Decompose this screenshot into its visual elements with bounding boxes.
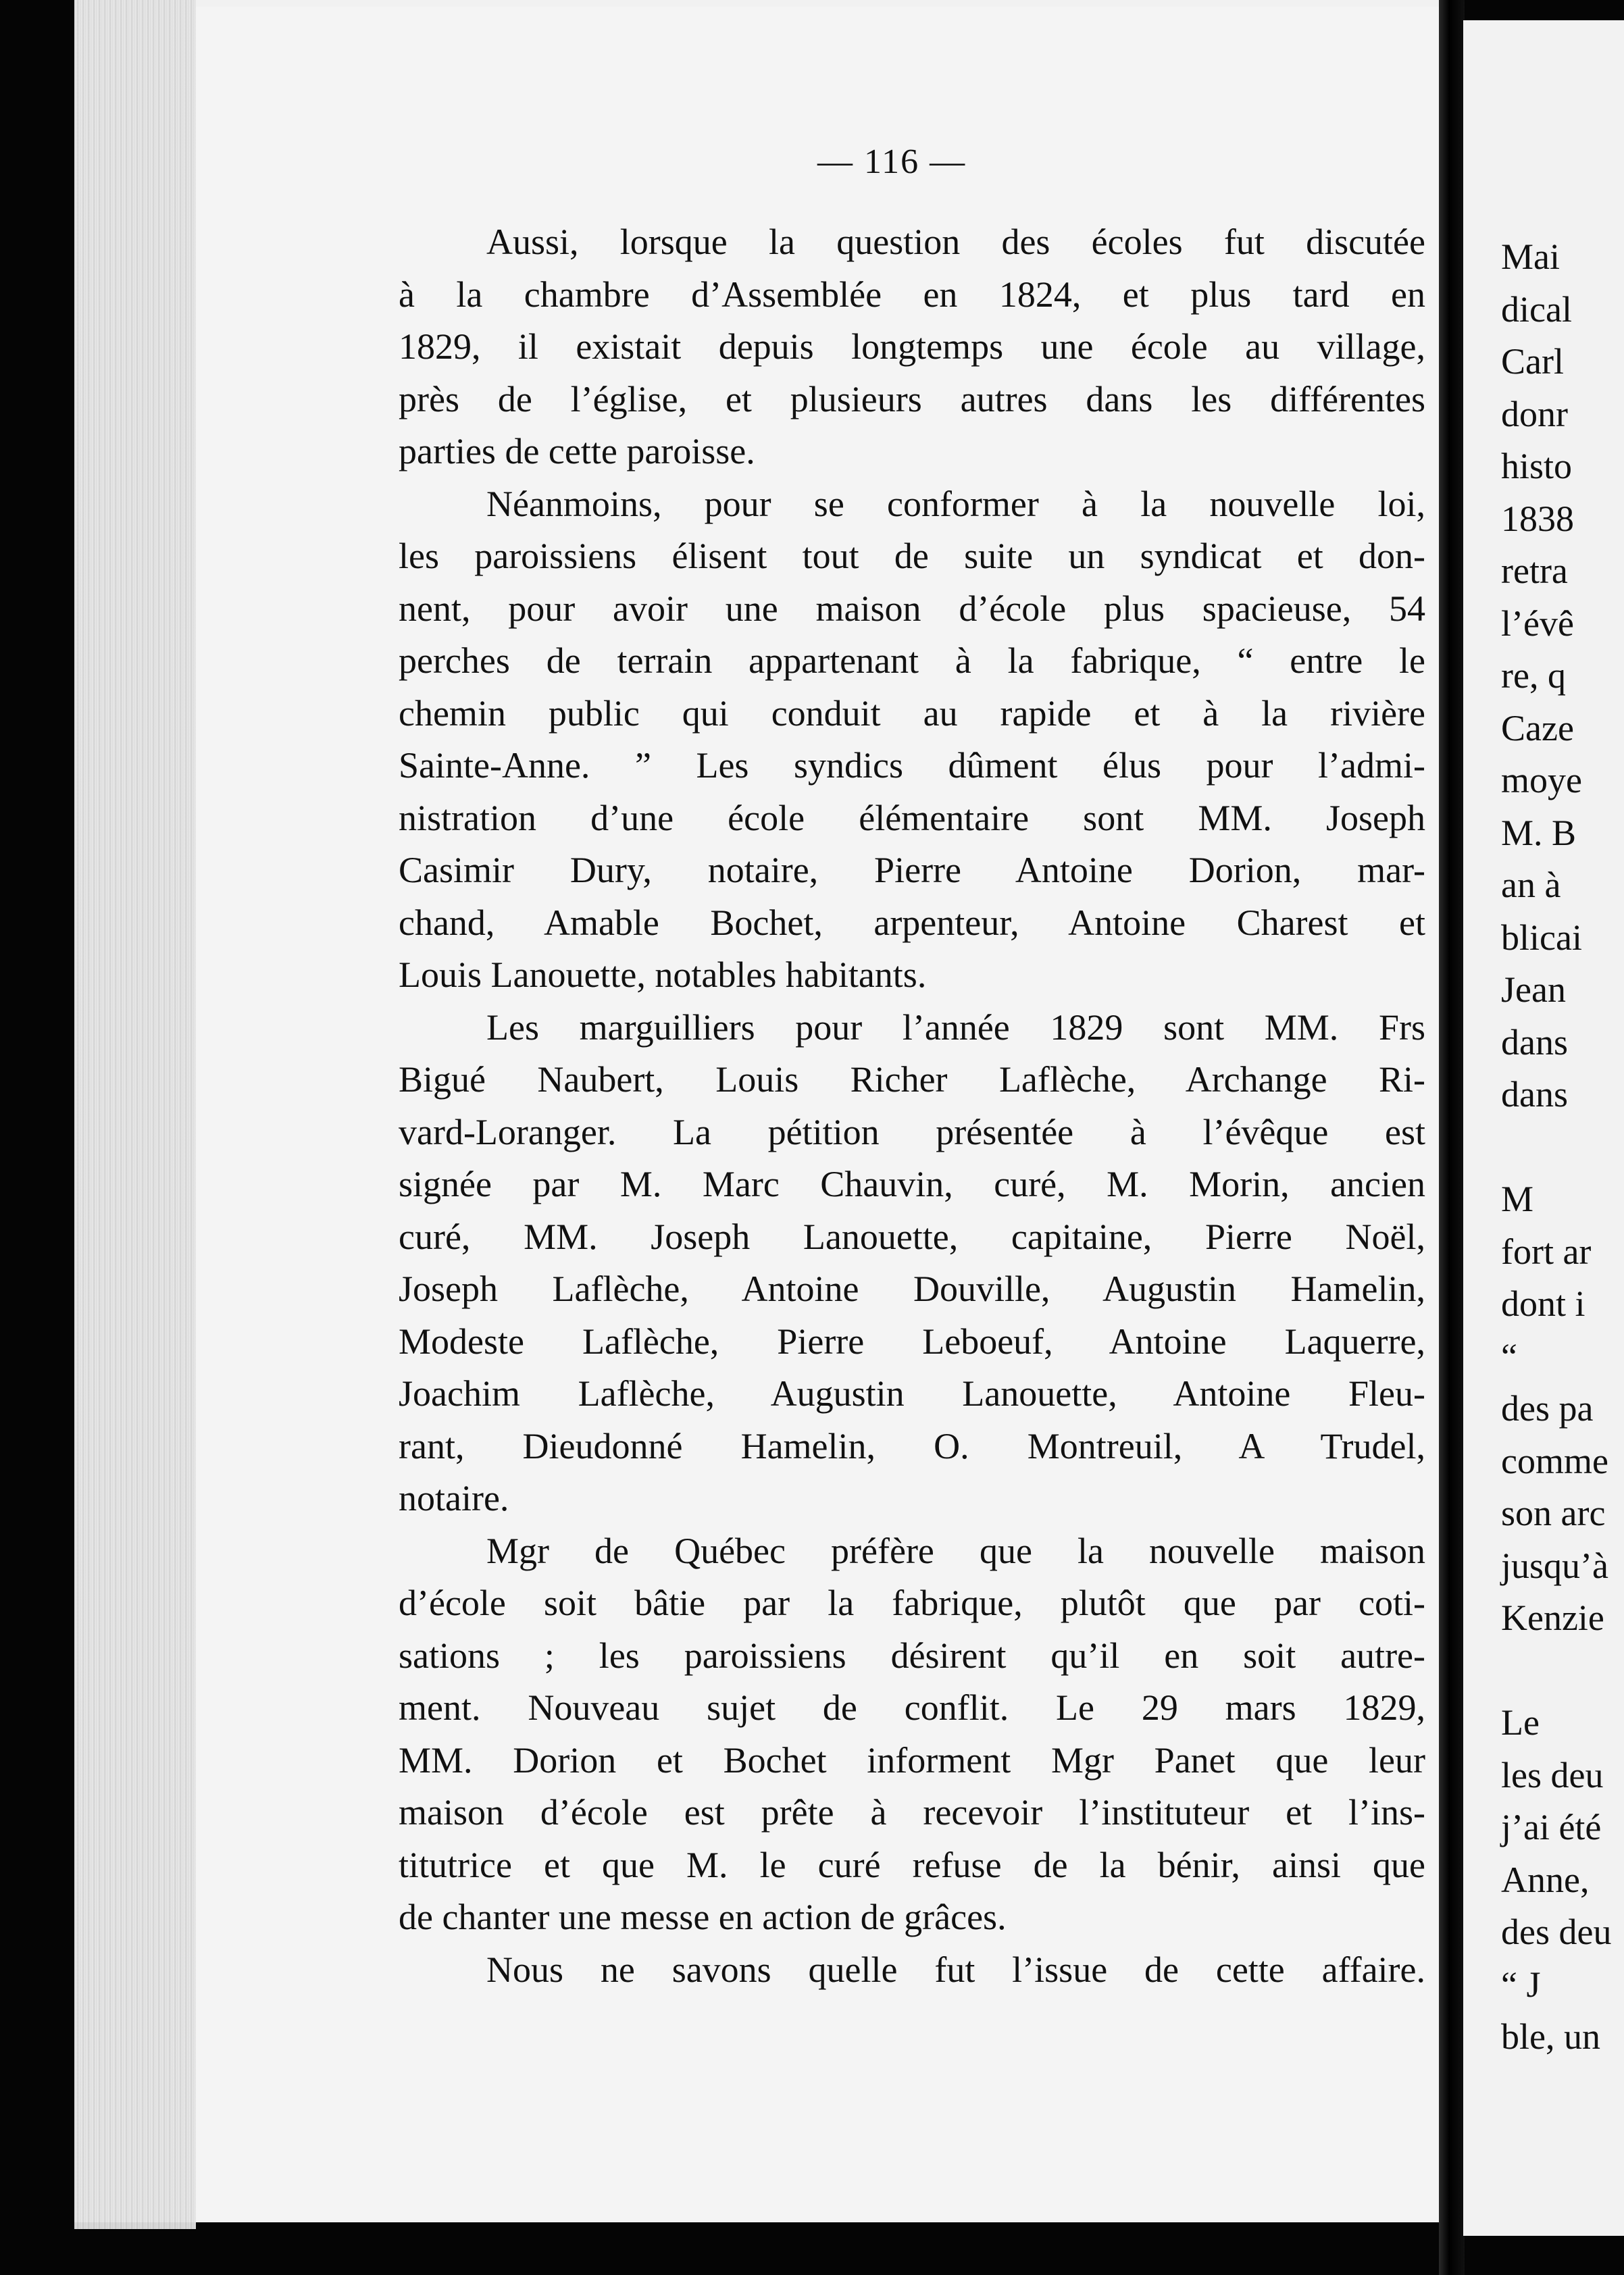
- text-line: vard-Loranger. La pétition présentée à l’évêque est: [399, 1111, 1425, 1152]
- fragment-line: Le: [1501, 1702, 1540, 1743]
- text-line: Mgr de Québec préfère que la nouvelle maison: [486, 1530, 1425, 1571]
- text-line: 1829, il existait depuis longtemps une école au village,: [399, 326, 1425, 367]
- text-line: Les marguilliers pour l’année 1829 sont MM. Frs: [486, 1006, 1425, 1048]
- fragment-line: son arc: [1501, 1493, 1606, 1533]
- fragment-line: fort ar: [1501, 1231, 1592, 1272]
- text-line: Néanmoins, pour se conformer à la nouvelle loi,: [486, 483, 1425, 524]
- text-line: perches de terrain appartenant à la fabrique, “ entre le: [399, 640, 1425, 681]
- text-line: Aussi, lorsque la question des écoles fut discutée: [486, 222, 1425, 262]
- fragment-line: moye: [1501, 760, 1582, 800]
- fragment-line: l’évê: [1501, 603, 1574, 644]
- fragment-line: Carl: [1501, 341, 1564, 382]
- fragment-line: “ J: [1501, 1964, 1541, 2005]
- fragment-line: an à: [1501, 865, 1561, 905]
- text-line: Nous ne savons quelle fut l’issue de cette affaire.: [486, 1949, 1425, 1990]
- text-line: rant, Dieudonné Hamelin, O. Montreuil, A Trudel,: [399, 1425, 1425, 1466]
- fragment-line: retra: [1501, 551, 1568, 591]
- fragment-line: Kenzie: [1501, 1597, 1604, 1638]
- right-page-fragments: [1501, 231, 1624, 2064]
- fragment-line: Mai: [1501, 236, 1560, 277]
- text-line: Joachim Laflèche, Augustin Lanouette, Antoine Fleu-: [399, 1373, 1425, 1414]
- text-line: les paroissiens élisent tout de suite un syndicat et don-: [399, 536, 1425, 576]
- text-line: curé, MM. Joseph Lanouette, capitaine, Pierre Noël,: [399, 1216, 1425, 1257]
- text-line: titutrice et que M. le curé refuse de la bénir, ainsi que: [399, 1844, 1425, 1885]
- text-line: chand, Amable Bochet, arpenteur, Antoine Charest et: [399, 902, 1425, 943]
- fragment-line: [1501, 1121, 1624, 1174]
- fragment-line: 1838: [1501, 498, 1574, 539]
- fragment-line: j’ai été: [1501, 1807, 1602, 1847]
- fragment-line: donr: [1501, 393, 1568, 434]
- fragment-line: des pa: [1501, 1388, 1594, 1429]
- fragment-line: comme: [1501, 1440, 1608, 1481]
- text-line: nent, pour avoir une maison d’école plus spacieuse, 54: [399, 588, 1425, 629]
- fragment-line: re, q: [1501, 655, 1566, 696]
- fragment-line: [1501, 1645, 1624, 1697]
- text-line: Sainte-Anne. ” Les syndics dûment élus pour l’admi-: [399, 745, 1425, 786]
- text-line: notaire.: [399, 1478, 509, 1518]
- fragment-line: Caze: [1501, 707, 1574, 748]
- text-line: près de l’église, et plusieurs autres dans les différentes: [399, 378, 1425, 419]
- fragment-line: “: [1501, 1335, 1517, 1377]
- text-line: maison d’école est prête à recevoir l’instituteur et l’ins-: [399, 1792, 1425, 1833]
- fragment-line: M: [1501, 1179, 1534, 1219]
- text-line: à la chambre d’Assemblée en 1824, et plus tard en: [399, 274, 1425, 315]
- text-line: de chanter une messe en action de grâces.: [399, 1897, 1007, 1937]
- fragment-line: histo: [1501, 446, 1573, 486]
- text-line: ment. Nouveau sujet de conflit. Le 29 mars 1829,: [399, 1687, 1425, 1728]
- fragment-line: dans: [1501, 1021, 1568, 1063]
- text-line: Modeste Laflèche, Pierre Leboeuf, Antoine Laquerre,: [399, 1321, 1425, 1362]
- text-line: parties de cette paroisse.: [399, 431, 755, 471]
- fragment-line: ble, un: [1501, 2016, 1600, 2057]
- page-number: — 116 —: [817, 143, 967, 181]
- text-line: signée par M. Marc Chauvin, curé, M. Morin, ancien: [399, 1164, 1425, 1204]
- text-line: nistration d’une école élémentaire sont MM. Joseph: [399, 797, 1425, 838]
- text-line: Joseph Laflèche, Antoine Douville, Augustin Hamelin,: [399, 1269, 1425, 1309]
- text-line: sations ; les paroissiens désirent qu’il en soit autre-: [399, 1635, 1425, 1676]
- fragment-line: dical: [1501, 288, 1572, 330]
- fragment-line: des deu: [1501, 1912, 1612, 1952]
- fragment-line: Anne,: [1501, 1859, 1590, 1900]
- fragment-line: blicai: [1501, 917, 1582, 958]
- fragment-line: jusqu’à: [1501, 1545, 1608, 1586]
- fragment-line: dont i: [1501, 1283, 1585, 1324]
- text-line: d’école soit bâtie par la fabrique, plutôt que par coti-: [399, 1583, 1425, 1623]
- text-line: Casimir Dury, notaire, Pierre Antoine Dorion, mar-: [399, 850, 1425, 890]
- fragment-line: dans: [1501, 1074, 1568, 1115]
- fragment-line: les deu: [1501, 1754, 1604, 1795]
- fragment-line: M. B: [1501, 812, 1577, 853]
- left-page-body: [399, 216, 1425, 1996]
- book-gutter: [1439, 0, 1465, 2275]
- fragment-line: Jean: [1501, 969, 1566, 1010]
- text-line: Louis Lanouette, notables habitants.: [399, 954, 927, 995]
- page-edges: [74, 0, 196, 2229]
- text-line: MM. Dorion et Bochet informent Mgr Panet que leur: [399, 1739, 1425, 1781]
- text-line: chemin public qui conduit au rapide et à la rivière: [399, 692, 1425, 734]
- text-line: Bigué Naubert, Louis Richer Laflèche, Archange Ri-: [399, 1059, 1425, 1100]
